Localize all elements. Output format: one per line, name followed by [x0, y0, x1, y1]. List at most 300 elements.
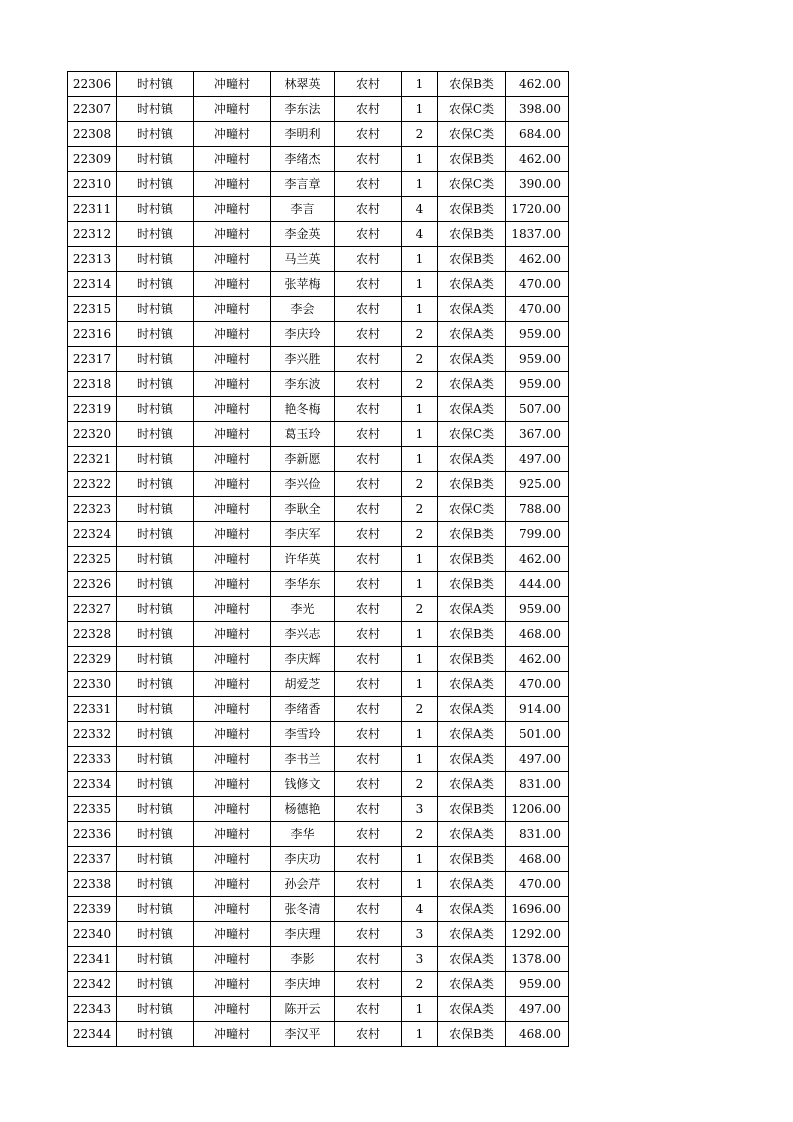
amount-cell: 468.00 [506, 847, 569, 872]
amount-cell: 831.00 [506, 822, 569, 847]
record-id-cell: 22309 [68, 147, 117, 172]
household-type-cell: 农村 [335, 672, 402, 697]
village-cell: 冲疃村 [194, 347, 271, 372]
amount-cell: 507.00 [506, 397, 569, 422]
record-id-cell: 22310 [68, 172, 117, 197]
table-row [68, 947, 569, 972]
amount-cell: 468.00 [506, 1022, 569, 1047]
member-count-cell: 2 [402, 372, 438, 397]
amount-cell: 462.00 [506, 247, 569, 272]
record-id-cell: 22319 [68, 397, 117, 422]
household-type-cell: 农村 [335, 947, 402, 972]
record-id-cell: 22344 [68, 1022, 117, 1047]
name-cell: 葛玉玲 [271, 422, 335, 447]
record-id-cell: 22339 [68, 897, 117, 922]
name-cell: 李新愿 [271, 447, 335, 472]
member-count-cell: 1 [402, 572, 438, 597]
amount-cell: 444.00 [506, 572, 569, 597]
village-cell: 冲疃村 [194, 897, 271, 922]
name-cell: 林翠英 [271, 72, 335, 97]
record-id-cell: 22315 [68, 297, 117, 322]
amount-cell: 462.00 [506, 147, 569, 172]
town-cell: 时村镇 [117, 772, 194, 797]
village-cell: 冲疃村 [194, 272, 271, 297]
member-count-cell: 1 [402, 97, 438, 122]
insurance-category-cell: 农保A类 [438, 722, 506, 747]
household-type-cell: 农村 [335, 397, 402, 422]
household-type-cell: 农村 [335, 847, 402, 872]
village-cell: 冲疃村 [194, 772, 271, 797]
name-cell: 李庆玲 [271, 322, 335, 347]
town-cell: 时村镇 [117, 297, 194, 322]
household-type-cell: 农村 [335, 697, 402, 722]
insurance-category-cell: 农保A类 [438, 597, 506, 622]
record-id-cell: 22322 [68, 472, 117, 497]
insurance-category-cell: 农保B类 [438, 247, 506, 272]
member-count-cell: 1 [402, 672, 438, 697]
member-count-cell: 1 [402, 872, 438, 897]
amount-cell: 1696.00 [506, 897, 569, 922]
amount-cell: 684.00 [506, 122, 569, 147]
town-cell: 时村镇 [117, 372, 194, 397]
insurance-category-cell: 农保A类 [438, 397, 506, 422]
record-id-cell: 22334 [68, 772, 117, 797]
insurance-category-cell: 农保B类 [438, 1022, 506, 1047]
town-cell: 时村镇 [117, 597, 194, 622]
name-cell: 李光 [271, 597, 335, 622]
member-count-cell: 2 [402, 522, 438, 547]
name-cell: 李庆军 [271, 522, 335, 547]
table-row [68, 397, 569, 422]
amount-cell: 501.00 [506, 722, 569, 747]
household-type-cell: 农村 [335, 422, 402, 447]
name-cell: 李兴胜 [271, 347, 335, 372]
member-count-cell: 1 [402, 247, 438, 272]
amount-cell: 831.00 [506, 772, 569, 797]
member-count-cell: 1 [402, 172, 438, 197]
name-cell: 孙会芹 [271, 872, 335, 897]
village-cell: 冲疃村 [194, 122, 271, 147]
member-count-cell: 1 [402, 397, 438, 422]
name-cell: 李华东 [271, 572, 335, 597]
table-row [68, 647, 569, 672]
record-id-cell: 22323 [68, 497, 117, 522]
village-cell: 冲疃村 [194, 547, 271, 572]
name-cell: 李影 [271, 947, 335, 972]
town-cell: 时村镇 [117, 122, 194, 147]
village-cell: 冲疃村 [194, 972, 271, 997]
table-row [68, 97, 569, 122]
record-id-cell: 22327 [68, 597, 117, 622]
member-count-cell: 2 [402, 497, 438, 522]
record-id-cell: 22307 [68, 97, 117, 122]
table-row [68, 447, 569, 472]
town-cell: 时村镇 [117, 572, 194, 597]
household-type-cell: 农村 [335, 522, 402, 547]
town-cell: 时村镇 [117, 747, 194, 772]
insurance-category-cell: 农保B类 [438, 147, 506, 172]
table-row [68, 747, 569, 772]
record-id-cell: 22341 [68, 947, 117, 972]
household-type-cell: 农村 [335, 297, 402, 322]
household-type-cell: 农村 [335, 722, 402, 747]
insurance-category-cell: 农保A类 [438, 997, 506, 1022]
member-count-cell: 4 [402, 197, 438, 222]
town-cell: 时村镇 [117, 322, 194, 347]
household-type-cell: 农村 [335, 222, 402, 247]
name-cell: 马兰英 [271, 247, 335, 272]
table-row [68, 497, 569, 522]
insurance-category-cell: 农保A类 [438, 922, 506, 947]
village-cell: 冲疃村 [194, 447, 271, 472]
household-type-cell: 农村 [335, 747, 402, 772]
village-cell: 冲疃村 [194, 647, 271, 672]
insurance-category-cell: 农保A类 [438, 747, 506, 772]
member-count-cell: 1 [402, 297, 438, 322]
member-count-cell: 2 [402, 122, 438, 147]
town-cell: 时村镇 [117, 422, 194, 447]
record-id-cell: 22342 [68, 972, 117, 997]
record-id-cell: 22312 [68, 222, 117, 247]
insurance-category-cell: 农保A类 [438, 897, 506, 922]
household-type-cell: 农村 [335, 572, 402, 597]
amount-cell: 497.00 [506, 997, 569, 1022]
member-count-cell: 1 [402, 447, 438, 472]
town-cell: 时村镇 [117, 497, 194, 522]
household-type-cell: 农村 [335, 347, 402, 372]
household-type-cell: 农村 [335, 197, 402, 222]
member-count-cell: 1 [402, 422, 438, 447]
village-cell: 冲疃村 [194, 622, 271, 647]
record-id-cell: 22306 [68, 72, 117, 97]
insurance-category-cell: 农保B类 [438, 472, 506, 497]
record-id-cell: 22337 [68, 847, 117, 872]
table-row [68, 722, 569, 747]
name-cell: 胡爱芝 [271, 672, 335, 697]
name-cell: 李庆功 [271, 847, 335, 872]
name-cell: 李耿全 [271, 497, 335, 522]
town-cell: 时村镇 [117, 397, 194, 422]
town-cell: 时村镇 [117, 247, 194, 272]
table-row [68, 922, 569, 947]
amount-cell: 390.00 [506, 172, 569, 197]
member-count-cell: 1 [402, 272, 438, 297]
household-type-cell: 农村 [335, 972, 402, 997]
town-cell: 时村镇 [117, 272, 194, 297]
records-table [67, 71, 569, 1047]
table-row [68, 672, 569, 697]
table-row [68, 972, 569, 997]
name-cell: 杨德艳 [271, 797, 335, 822]
name-cell: 艳冬梅 [271, 397, 335, 422]
insurance-category-cell: 农保C类 [438, 172, 506, 197]
insurance-category-cell: 农保A类 [438, 872, 506, 897]
table-row [68, 597, 569, 622]
member-count-cell: 1 [402, 722, 438, 747]
village-cell: 冲疃村 [194, 697, 271, 722]
village-cell: 冲疃村 [194, 947, 271, 972]
town-cell: 时村镇 [117, 997, 194, 1022]
village-cell: 冲疃村 [194, 497, 271, 522]
amount-cell: 398.00 [506, 97, 569, 122]
insurance-category-cell: 农保A类 [438, 772, 506, 797]
record-id-cell: 22314 [68, 272, 117, 297]
town-cell: 时村镇 [117, 822, 194, 847]
town-cell: 时村镇 [117, 547, 194, 572]
table-row [68, 822, 569, 847]
record-id-cell: 22336 [68, 822, 117, 847]
village-cell: 冲疃村 [194, 172, 271, 197]
town-cell: 时村镇 [117, 622, 194, 647]
household-type-cell: 农村 [335, 322, 402, 347]
insurance-category-cell: 农保A类 [438, 822, 506, 847]
town-cell: 时村镇 [117, 522, 194, 547]
member-count-cell: 4 [402, 222, 438, 247]
village-cell: 冲疃村 [194, 572, 271, 597]
record-id-cell: 22332 [68, 722, 117, 747]
record-id-cell: 22316 [68, 322, 117, 347]
amount-cell: 1837.00 [506, 222, 569, 247]
record-id-cell: 22313 [68, 247, 117, 272]
insurance-category-cell: 农保C类 [438, 497, 506, 522]
town-cell: 时村镇 [117, 647, 194, 672]
insurance-category-cell: 农保B类 [438, 72, 506, 97]
member-count-cell: 1 [402, 997, 438, 1022]
village-cell: 冲疃村 [194, 297, 271, 322]
record-id-cell: 22328 [68, 622, 117, 647]
town-cell: 时村镇 [117, 172, 194, 197]
record-id-cell: 22340 [68, 922, 117, 947]
household-type-cell: 农村 [335, 547, 402, 572]
insurance-category-cell: 农保B类 [438, 572, 506, 597]
table-row [68, 347, 569, 372]
village-cell: 冲疃村 [194, 522, 271, 547]
household-type-cell: 农村 [335, 1022, 402, 1047]
member-count-cell: 2 [402, 697, 438, 722]
record-id-cell: 22326 [68, 572, 117, 597]
record-id-cell: 22324 [68, 522, 117, 547]
insurance-category-cell: 农保B类 [438, 847, 506, 872]
member-count-cell: 4 [402, 897, 438, 922]
table-row [68, 847, 569, 872]
village-cell: 冲疃村 [194, 997, 271, 1022]
member-count-cell: 1 [402, 72, 438, 97]
records-table-body [68, 72, 569, 1047]
amount-cell: 470.00 [506, 272, 569, 297]
amount-cell: 1206.00 [506, 797, 569, 822]
insurance-category-cell: 农保A类 [438, 672, 506, 697]
amount-cell: 497.00 [506, 747, 569, 772]
household-type-cell: 农村 [335, 247, 402, 272]
record-id-cell: 22320 [68, 422, 117, 447]
insurance-category-cell: 农保B类 [438, 197, 506, 222]
insurance-category-cell: 农保B类 [438, 622, 506, 647]
record-id-cell: 22338 [68, 872, 117, 897]
record-id-cell: 22325 [68, 547, 117, 572]
amount-cell: 959.00 [506, 372, 569, 397]
amount-cell: 959.00 [506, 347, 569, 372]
town-cell: 时村镇 [117, 97, 194, 122]
name-cell: 李庆辉 [271, 647, 335, 672]
amount-cell: 470.00 [506, 872, 569, 897]
amount-cell: 462.00 [506, 72, 569, 97]
household-type-cell: 农村 [335, 147, 402, 172]
table-row [68, 622, 569, 647]
insurance-category-cell: 农保A类 [438, 947, 506, 972]
household-type-cell: 农村 [335, 797, 402, 822]
record-id-cell: 22321 [68, 447, 117, 472]
member-count-cell: 2 [402, 972, 438, 997]
table-row [68, 72, 569, 97]
town-cell: 时村镇 [117, 672, 194, 697]
village-cell: 冲疃村 [194, 847, 271, 872]
table-row [68, 872, 569, 897]
member-count-cell: 3 [402, 947, 438, 972]
household-type-cell: 农村 [335, 597, 402, 622]
amount-cell: 959.00 [506, 597, 569, 622]
amount-cell: 959.00 [506, 322, 569, 347]
village-cell: 冲疃村 [194, 797, 271, 822]
member-count-cell: 2 [402, 472, 438, 497]
household-type-cell: 农村 [335, 447, 402, 472]
table-row [68, 122, 569, 147]
table-row [68, 547, 569, 572]
name-cell: 张冬清 [271, 897, 335, 922]
name-cell: 钱修文 [271, 772, 335, 797]
town-cell: 时村镇 [117, 697, 194, 722]
name-cell: 李华 [271, 822, 335, 847]
name-cell: 李兴俭 [271, 472, 335, 497]
member-count-cell: 1 [402, 547, 438, 572]
town-cell: 时村镇 [117, 847, 194, 872]
member-count-cell: 1 [402, 622, 438, 647]
village-cell: 冲疃村 [194, 872, 271, 897]
insurance-category-cell: 农保B类 [438, 222, 506, 247]
name-cell: 李雪玲 [271, 722, 335, 747]
member-count-cell: 3 [402, 797, 438, 822]
table-row [68, 797, 569, 822]
insurance-category-cell: 农保A类 [438, 272, 506, 297]
member-count-cell: 1 [402, 847, 438, 872]
name-cell: 李汉平 [271, 1022, 335, 1047]
name-cell: 李金英 [271, 222, 335, 247]
household-type-cell: 农村 [335, 922, 402, 947]
insurance-category-cell: 农保A类 [438, 972, 506, 997]
household-type-cell: 农村 [335, 822, 402, 847]
village-cell: 冲疃村 [194, 422, 271, 447]
name-cell: 李庆理 [271, 922, 335, 947]
amount-cell: 497.00 [506, 447, 569, 472]
town-cell: 时村镇 [117, 872, 194, 897]
household-type-cell: 农村 [335, 372, 402, 397]
table-row [68, 272, 569, 297]
table-row [68, 997, 569, 1022]
town-cell: 时村镇 [117, 722, 194, 747]
village-cell: 冲疃村 [194, 1022, 271, 1047]
member-count-cell: 1 [402, 647, 438, 672]
village-cell: 冲疃村 [194, 72, 271, 97]
table-row [68, 222, 569, 247]
village-cell: 冲疃村 [194, 822, 271, 847]
name-cell: 李庆坤 [271, 972, 335, 997]
table-row [68, 147, 569, 172]
name-cell: 李言 [271, 197, 335, 222]
amount-cell: 470.00 [506, 672, 569, 697]
village-cell: 冲疃村 [194, 222, 271, 247]
name-cell: 李兴志 [271, 622, 335, 647]
table-row [68, 322, 569, 347]
town-cell: 时村镇 [117, 922, 194, 947]
household-type-cell: 农村 [335, 497, 402, 522]
village-cell: 冲疃村 [194, 322, 271, 347]
household-type-cell: 农村 [335, 172, 402, 197]
amount-cell: 914.00 [506, 697, 569, 722]
insurance-category-cell: 农保B类 [438, 547, 506, 572]
household-type-cell: 农村 [335, 122, 402, 147]
record-id-cell: 22335 [68, 797, 117, 822]
household-type-cell: 农村 [335, 772, 402, 797]
name-cell: 李东波 [271, 372, 335, 397]
town-cell: 时村镇 [117, 222, 194, 247]
town-cell: 时村镇 [117, 447, 194, 472]
town-cell: 时村镇 [117, 472, 194, 497]
amount-cell: 788.00 [506, 497, 569, 522]
town-cell: 时村镇 [117, 347, 194, 372]
name-cell: 李东法 [271, 97, 335, 122]
insurance-category-cell: 农保C类 [438, 122, 506, 147]
village-cell: 冲疃村 [194, 597, 271, 622]
amount-cell: 1378.00 [506, 947, 569, 972]
table-row [68, 422, 569, 447]
member-count-cell: 2 [402, 822, 438, 847]
table-row [68, 897, 569, 922]
household-type-cell: 农村 [335, 272, 402, 297]
town-cell: 时村镇 [117, 897, 194, 922]
record-id-cell: 22311 [68, 197, 117, 222]
village-cell: 冲疃村 [194, 397, 271, 422]
member-count-cell: 3 [402, 922, 438, 947]
household-type-cell: 农村 [335, 647, 402, 672]
table-row [68, 572, 569, 597]
table-row [68, 197, 569, 222]
name-cell: 陈开云 [271, 997, 335, 1022]
village-cell: 冲疃村 [194, 372, 271, 397]
village-cell: 冲疃村 [194, 672, 271, 697]
amount-cell: 799.00 [506, 522, 569, 547]
town-cell: 时村镇 [117, 797, 194, 822]
name-cell: 张苹梅 [271, 272, 335, 297]
household-type-cell: 农村 [335, 472, 402, 497]
name-cell: 许华英 [271, 547, 335, 572]
village-cell: 冲疃村 [194, 247, 271, 272]
name-cell: 李书兰 [271, 747, 335, 772]
record-id-cell: 22333 [68, 747, 117, 772]
member-count-cell: 1 [402, 147, 438, 172]
insurance-category-cell: 农保B类 [438, 522, 506, 547]
household-type-cell: 农村 [335, 97, 402, 122]
insurance-category-cell: 农保C类 [438, 422, 506, 447]
household-type-cell: 农村 [335, 997, 402, 1022]
household-type-cell: 农村 [335, 897, 402, 922]
village-cell: 冲疃村 [194, 97, 271, 122]
town-cell: 时村镇 [117, 972, 194, 997]
household-type-cell: 农村 [335, 72, 402, 97]
table-row [68, 247, 569, 272]
name-cell: 李会 [271, 297, 335, 322]
household-type-cell: 农村 [335, 872, 402, 897]
table-row [68, 772, 569, 797]
town-cell: 时村镇 [117, 147, 194, 172]
